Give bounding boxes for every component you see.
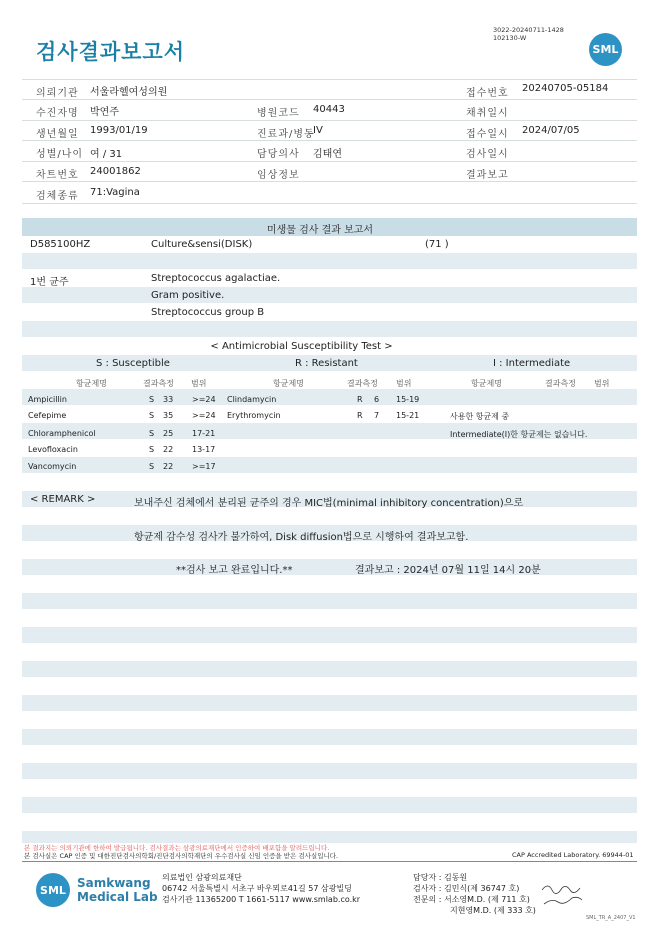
- antibiotic-value: 33: [163, 395, 174, 404]
- antibiotic-value: 35: [163, 411, 174, 420]
- name-value: 박연주: [90, 107, 119, 118]
- row-band: [22, 559, 637, 575]
- row-band: [22, 763, 637, 779]
- staff-tester: 검사자 : 김민식(제 36747 호): [413, 884, 520, 893]
- chart-label: 차트번호: [36, 170, 79, 181]
- antibiotic-sir: S: [149, 462, 155, 471]
- col-range-header: 범위: [594, 379, 610, 388]
- row-band: [22, 695, 637, 711]
- legend-susceptible: S : Susceptible: [96, 358, 170, 369]
- clinical-label: 임상정보: [257, 170, 300, 181]
- antibiotic-value: 22: [163, 462, 174, 471]
- org-contact: 검사기관 11365200 T 1661-5117 www.smlab.co.kr: [162, 895, 361, 904]
- organism-name: Streptococcus agalactiae.: [151, 273, 281, 284]
- specimen-value: 71:Vagina: [90, 187, 140, 198]
- antibiotic-name: Ampicillin: [28, 395, 67, 404]
- intermediate-note-2: Intermediate(I)한 항균제는 없습니다.: [450, 430, 588, 439]
- row-band: [22, 831, 637, 843]
- institution-value: 서울라헬여성의원: [90, 87, 168, 98]
- antibiotic-sir: S: [149, 445, 155, 454]
- row-band: [22, 253, 637, 269]
- row-band: [22, 389, 637, 405]
- antibiotic-value: 25: [163, 429, 174, 438]
- divider: [22, 203, 637, 204]
- col-range-header: 범위: [191, 379, 207, 388]
- row-band: [22, 457, 637, 473]
- remark-line-2: 항균제 감수성 검사가 불가하여, Disk diffusion법으로 시행하여 결과보고함.: [134, 532, 469, 543]
- organism-group: Streptococcus group B: [151, 307, 265, 318]
- remark-label: < REMARK >: [30, 494, 96, 505]
- footer-divider: [22, 861, 637, 862]
- sml-logo: SML: [589, 33, 622, 66]
- col-range-header: 범위: [396, 379, 412, 388]
- col-result-header: 결과측정: [545, 379, 576, 388]
- antibiotic-sir: R: [357, 411, 363, 420]
- org-name: 의료법인 삼광의료재단: [162, 873, 242, 882]
- antibiotic-sir: S: [149, 429, 155, 438]
- antibiotic-sir: S: [149, 411, 155, 420]
- divider: [22, 99, 637, 100]
- sex-age-label: 성별/나이: [36, 149, 84, 160]
- row-band: [22, 729, 637, 745]
- organism-gram: Gram positive.: [151, 290, 225, 301]
- report-complete: **검사 보고 완료입니다.**: [176, 565, 293, 576]
- antibiotic-name: Erythromycin: [227, 411, 281, 420]
- chart-value: 24001862: [90, 166, 141, 177]
- cap-accreditation: CAP Accredited Laboratory. 69944-01: [512, 851, 634, 859]
- dept-value: IV: [313, 125, 323, 136]
- antibiotic-range: >=17: [192, 462, 216, 471]
- col-agent-header: 항균제명: [273, 379, 304, 388]
- page-title: 검사결과보고서: [36, 40, 186, 64]
- antibiotic-name: Chloramphenicol: [28, 429, 96, 438]
- footer-notice-2: 본 검사실은 CAP 인증 및 대한진단검사의학회/진단검사의학재단의 우수검사실 신임 인증을 받은 검사실입니다.: [24, 852, 339, 860]
- staff-specialist-2: 지현영M.D. (제 333 호): [450, 906, 536, 915]
- row-band: [22, 287, 637, 303]
- antibiotic-value: 6: [374, 395, 380, 404]
- org-address: 06742 서울특별시 서초구 바우뫼로41길 57 삼광빌딩: [162, 884, 352, 893]
- sml-logo: SML: [36, 873, 70, 907]
- col-agent-header: 항균제명: [471, 379, 502, 388]
- document-id-line2: 102130-W: [493, 34, 527, 42]
- ward-code-label: 병원코드: [257, 108, 300, 119]
- col-result-header: 결과측정: [143, 379, 174, 388]
- institution-label: 의뢰기관: [36, 88, 79, 99]
- staff-manager: 담당자 : 김동원: [413, 873, 468, 882]
- birth-label: 생년월일: [36, 129, 79, 140]
- test-date-label: 검사일시: [466, 149, 509, 160]
- doctor-value: 김태연: [313, 149, 342, 160]
- antibiotic-range: 15-19: [396, 395, 420, 404]
- staff-specialist-1: 전문의 : 서소영M.D. (제 711 호): [413, 895, 530, 904]
- row-band: [22, 593, 637, 609]
- divider: [22, 120, 637, 121]
- antibiotic-name: Levofloxacin: [28, 445, 78, 454]
- test-number: (71 ): [425, 239, 449, 250]
- intermediate-note-1: 사용한 항균제 중: [450, 412, 510, 421]
- antibiotic-sir: R: [357, 395, 363, 404]
- receipt-date-value: 2024/07/05: [522, 125, 580, 136]
- footer-notice-1: 본 결과지는 의뢰기관에 한하여 발급됩니다. 검사결과는 삼광의료재단에서 인증하여 배포함을 알려드립니다.: [24, 844, 330, 852]
- doctor-label: 담당의사: [257, 149, 300, 160]
- ast-title: < Antimicrobial Susceptibility Test >: [210, 341, 393, 352]
- antibiotic-name: Cefepime: [28, 411, 67, 420]
- divider: [22, 140, 637, 141]
- antibiotic-range: 13-17: [192, 445, 216, 454]
- antibiotic-name: Vancomycin: [28, 462, 77, 471]
- brand-name: [77, 876, 158, 904]
- signature-image: [540, 880, 590, 908]
- birth-value: 1993/01/19: [90, 125, 148, 136]
- col-agent-header: 항균제명: [76, 379, 107, 388]
- test-name: Culture&sensi(DISK): [151, 239, 253, 250]
- legend-intermediate: I : Intermediate: [493, 358, 571, 369]
- row-band: [22, 797, 637, 813]
- dept-label: 진료과/병동: [257, 129, 315, 140]
- divider: [22, 79, 637, 80]
- document-id-line1: 3022-20240711-1428: [493, 26, 564, 34]
- sex-age-value: 여 / 31: [90, 149, 123, 160]
- receipt-no-value: 20240705-05184: [522, 83, 609, 94]
- isolate-label: 1번 균주: [30, 277, 69, 288]
- form-code: SML_TR_A_2407_V1: [586, 915, 636, 921]
- section-title: 미생물 검사 결과 보고서: [266, 225, 374, 236]
- antibiotic-value: 7: [374, 411, 380, 420]
- specimen-label: 검체종류: [36, 191, 79, 202]
- antibiotic-value: 22: [163, 445, 174, 454]
- name-label: 수진자명: [36, 108, 79, 119]
- antibiotic-sir: S: [149, 395, 155, 404]
- divider: [22, 181, 637, 182]
- test-code: D585100HZ: [30, 239, 91, 250]
- row-band: [22, 627, 637, 643]
- result-report-time: 결과보고 : 2024년 07월 11일 14시 20분: [355, 565, 541, 576]
- antibiotic-range: >=24: [192, 395, 216, 404]
- legend-resistant: R : Resistant: [295, 358, 358, 369]
- receipt-date-label: 접수일시: [466, 129, 509, 140]
- antibiotic-name: Clindamycin: [227, 395, 277, 404]
- collect-date-label: 채취일시: [466, 108, 509, 119]
- brand-line-2: Medical Lab: [77, 890, 158, 904]
- row-band: [22, 661, 637, 677]
- brand-line-1: Samkwang: [77, 876, 151, 890]
- ward-code-value: 40443: [313, 104, 345, 115]
- row-band: [22, 321, 637, 337]
- antibiotic-range: 17-21: [192, 429, 216, 438]
- document-id: [493, 26, 564, 42]
- antibiotic-range: >=24: [192, 411, 216, 420]
- divider: [22, 161, 637, 162]
- col-result-header: 결과측정: [347, 379, 378, 388]
- remark-line-1: 보내주신 검체에서 분리된 균주의 경우 MIC법(minimal inhibitory concentration)으로: [134, 498, 524, 509]
- receipt-no-label: 접수번호: [466, 88, 509, 99]
- antibiotic-range: 15-21: [396, 411, 420, 420]
- report-label: 결과보고: [466, 170, 509, 181]
